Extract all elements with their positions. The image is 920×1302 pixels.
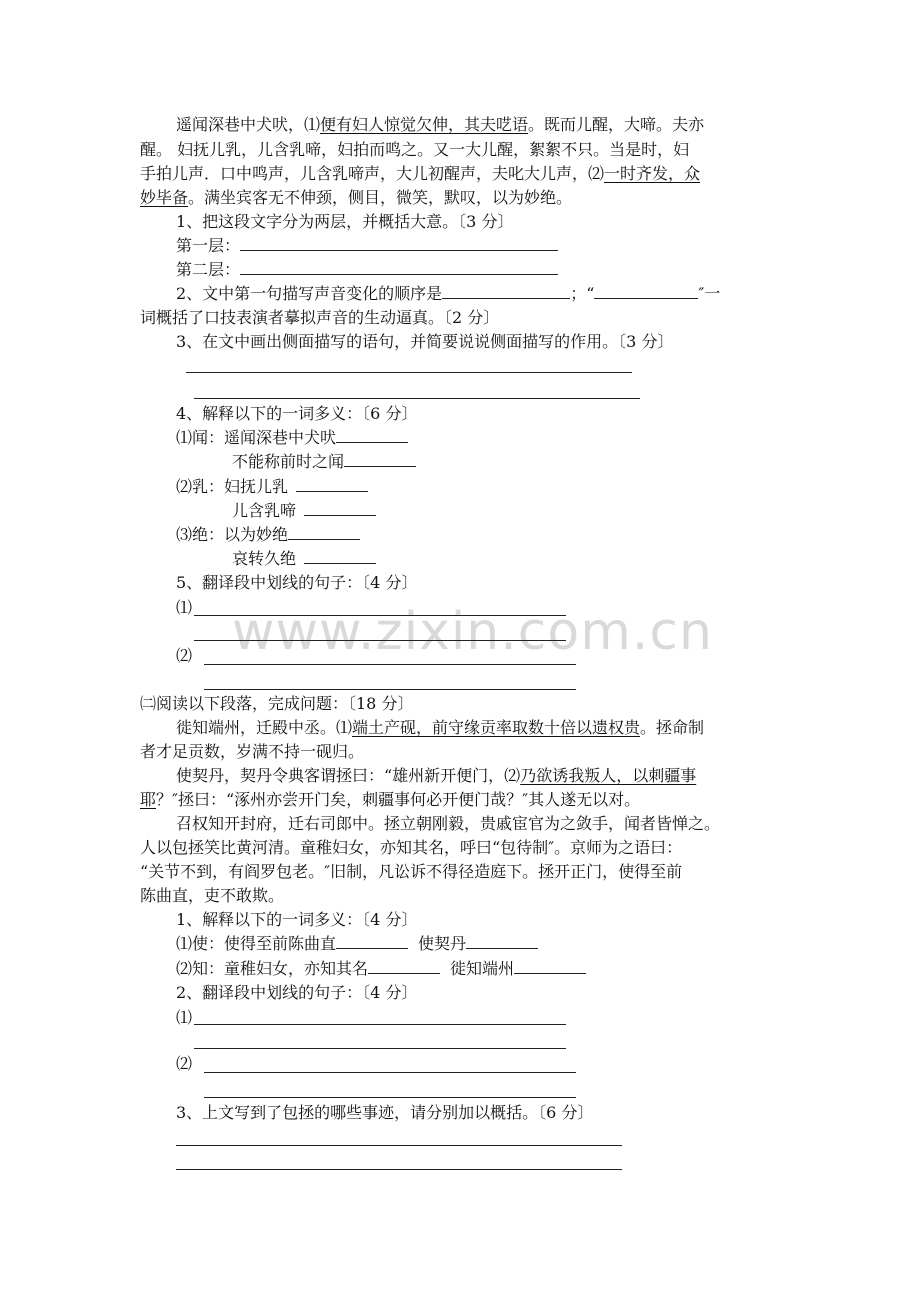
q2-line2: 词概括了口技表演者摹拟声音的生动逼真。〔2 分〕: [140, 308, 500, 327]
q4-item: ⑴闻：遥闻深巷中犬吠: [176, 426, 408, 450]
q3-stem: 3、在文中画出侧面描写的语句，并简要说说侧面描写的作用。〔3 分〕: [176, 332, 674, 351]
passage1-line1: 遥闻深巷中犬吠，⑴便有妇人惊觉欠伸，其夫呓语。既而儿醒，大啼。夫亦: [176, 115, 705, 134]
passage1-line3: 手拍儿声．口中鸣声，儿含乳啼声，大儿初醒声，夫叱大儿声，⑵一时齐发，众: [140, 164, 701, 183]
part2-p3-line1: 召权知开封府，迁右司郎中。拯立朝刚毅，贵戚宦官为之敛手，闻者皆惮之。: [176, 814, 721, 833]
answer-blank[interactable]: [304, 499, 376, 516]
part2-p2-line1: 使契丹，契丹令典客谓拯曰：“雄州新开便门，⑵乃欲诱我叛人，以刺疆事: [176, 766, 697, 785]
answer-blank[interactable]: [466, 932, 538, 949]
part2-p3-line2: 人以包拯笑比黄河清。童稚妇女，亦知其名，呼曰“包待制″。京师为之语曰：: [140, 838, 683, 857]
answer-line[interactable]: [204, 1097, 576, 1098]
underlined-sentence-4b: 耶: [140, 790, 157, 809]
q4-stem: 4、解释以下的一词多义：〔6 分〕: [176, 404, 418, 423]
answer-blank[interactable]: [336, 932, 408, 949]
answer-line[interactable]: [194, 615, 566, 616]
answer-line[interactable]: [204, 664, 576, 665]
answer-line[interactable]: [194, 640, 566, 641]
q6-stem: 1、解释以下的一词多义：〔4 分〕: [176, 910, 418, 929]
q4-item: 儿含乳啼: [232, 499, 376, 523]
underlined-sentence-1: 便有妇人惊觉欠伸，其夫呓语: [320, 115, 529, 134]
answer-blank[interactable]: [288, 523, 360, 540]
q5-stem: 5、翻译段中划线的句子：〔4 分〕: [176, 573, 418, 592]
part2-p3-line3: “关节不到，有阎罗包老。″旧制，凡讼诉不得径造庭下。拯开正门，使得至前: [140, 862, 683, 881]
answer-blank[interactable]: [296, 475, 368, 492]
answer-line[interactable]: [176, 1145, 622, 1146]
part2-p1-line2: 者才足贡数，岁满不持一砚归。: [140, 742, 365, 761]
q4-item: ⑶绝：以为妙绝: [176, 523, 360, 547]
q8-stem: 3、上文写到了包拯的哪些事迹，请分别加以概括。〔6 分〕: [176, 1103, 594, 1122]
q6-row1: ⑴使：使得至前陈曲直 使契丹: [176, 932, 538, 956]
part2-p1-line1: 徙知端州，迁殿中丞。⑴端土产砚，前守缘贡率取数十倍以遗权贵。拯命制: [176, 718, 705, 737]
answer-blank[interactable]: [514, 957, 586, 974]
part2-p3-line4: 陈曲直，吏不敢欺。: [140, 886, 285, 905]
q1-layer1: 第一层：: [176, 234, 558, 258]
q6-row2: ⑵知：童稚妇女，亦知其名 徙知端州: [176, 957, 586, 981]
answer-line[interactable]: [194, 1048, 566, 1049]
q4-item: 哀转久绝: [232, 547, 376, 571]
q4-item: ⑵乳：妇抚儿乳: [176, 475, 368, 499]
q4-item: 不能称前时之闻: [232, 450, 416, 474]
q2-line1: 2、文中第一句描写声音变化的顺序是 ；“ ″一: [176, 284, 721, 303]
q5-number-2: ⑵: [176, 646, 193, 665]
underlined-sentence-4a: 乃欲诱我叛人，以刺疆事: [520, 766, 697, 785]
q7-number-1: ⑴: [176, 1008, 193, 1027]
q1-stem: 1、把这段文字分为两层，并概括大意。〔3 分〕: [176, 212, 514, 231]
part2-heading: ㈡阅读以下段落，完成问题：〔18 分〕: [140, 694, 414, 713]
answer-line[interactable]: [186, 372, 632, 373]
part2-p2-line2: 耶？″拯曰：“涿州亦尝开门矣，刺疆事何必开便门哉？″其人遂无以对。: [140, 790, 641, 809]
answer-blank[interactable]: [240, 234, 558, 251]
q7-stem: 2、翻译段中划线的句子：〔4 分〕: [176, 983, 418, 1002]
q7-number-2: ⑵: [176, 1054, 193, 1073]
answer-blank[interactable]: [240, 258, 558, 275]
answer-blank[interactable]: [368, 957, 440, 974]
q5-number-1: ⑴: [176, 598, 193, 617]
passage1-line4: 妙毕备。满坐宾客无不伸颈，侧目，微笑，默叹，以为妙绝。: [140, 188, 573, 207]
answer-blank[interactable]: [304, 547, 376, 564]
answer-blank[interactable]: [344, 450, 416, 467]
answer-line[interactable]: [204, 1072, 576, 1073]
answer-blank[interactable]: [594, 282, 698, 299]
answer-line[interactable]: [176, 1169, 622, 1170]
answer-line[interactable]: [194, 398, 640, 399]
answer-line[interactable]: [194, 1024, 566, 1025]
answer-blank[interactable]: [442, 282, 570, 299]
watermark: www.zixin.com.cn: [232, 602, 713, 662]
underlined-sentence-3: 端土产砚，前守缘贡率取数十倍以遗权贵: [352, 718, 641, 737]
passage1-line2: 醒。 妇抚儿乳，儿含乳啼，妇拍而鸣之。又一大儿醒，絮絮不只。当是时，妇: [140, 140, 690, 159]
answer-line[interactable]: [204, 689, 576, 690]
underlined-sentence-2a: 一时齐发，众: [604, 164, 701, 183]
underlined-sentence-2b: 妙毕备: [140, 188, 189, 207]
answer-blank[interactable]: [336, 426, 408, 443]
q1-layer2: 第二层：: [176, 258, 558, 282]
